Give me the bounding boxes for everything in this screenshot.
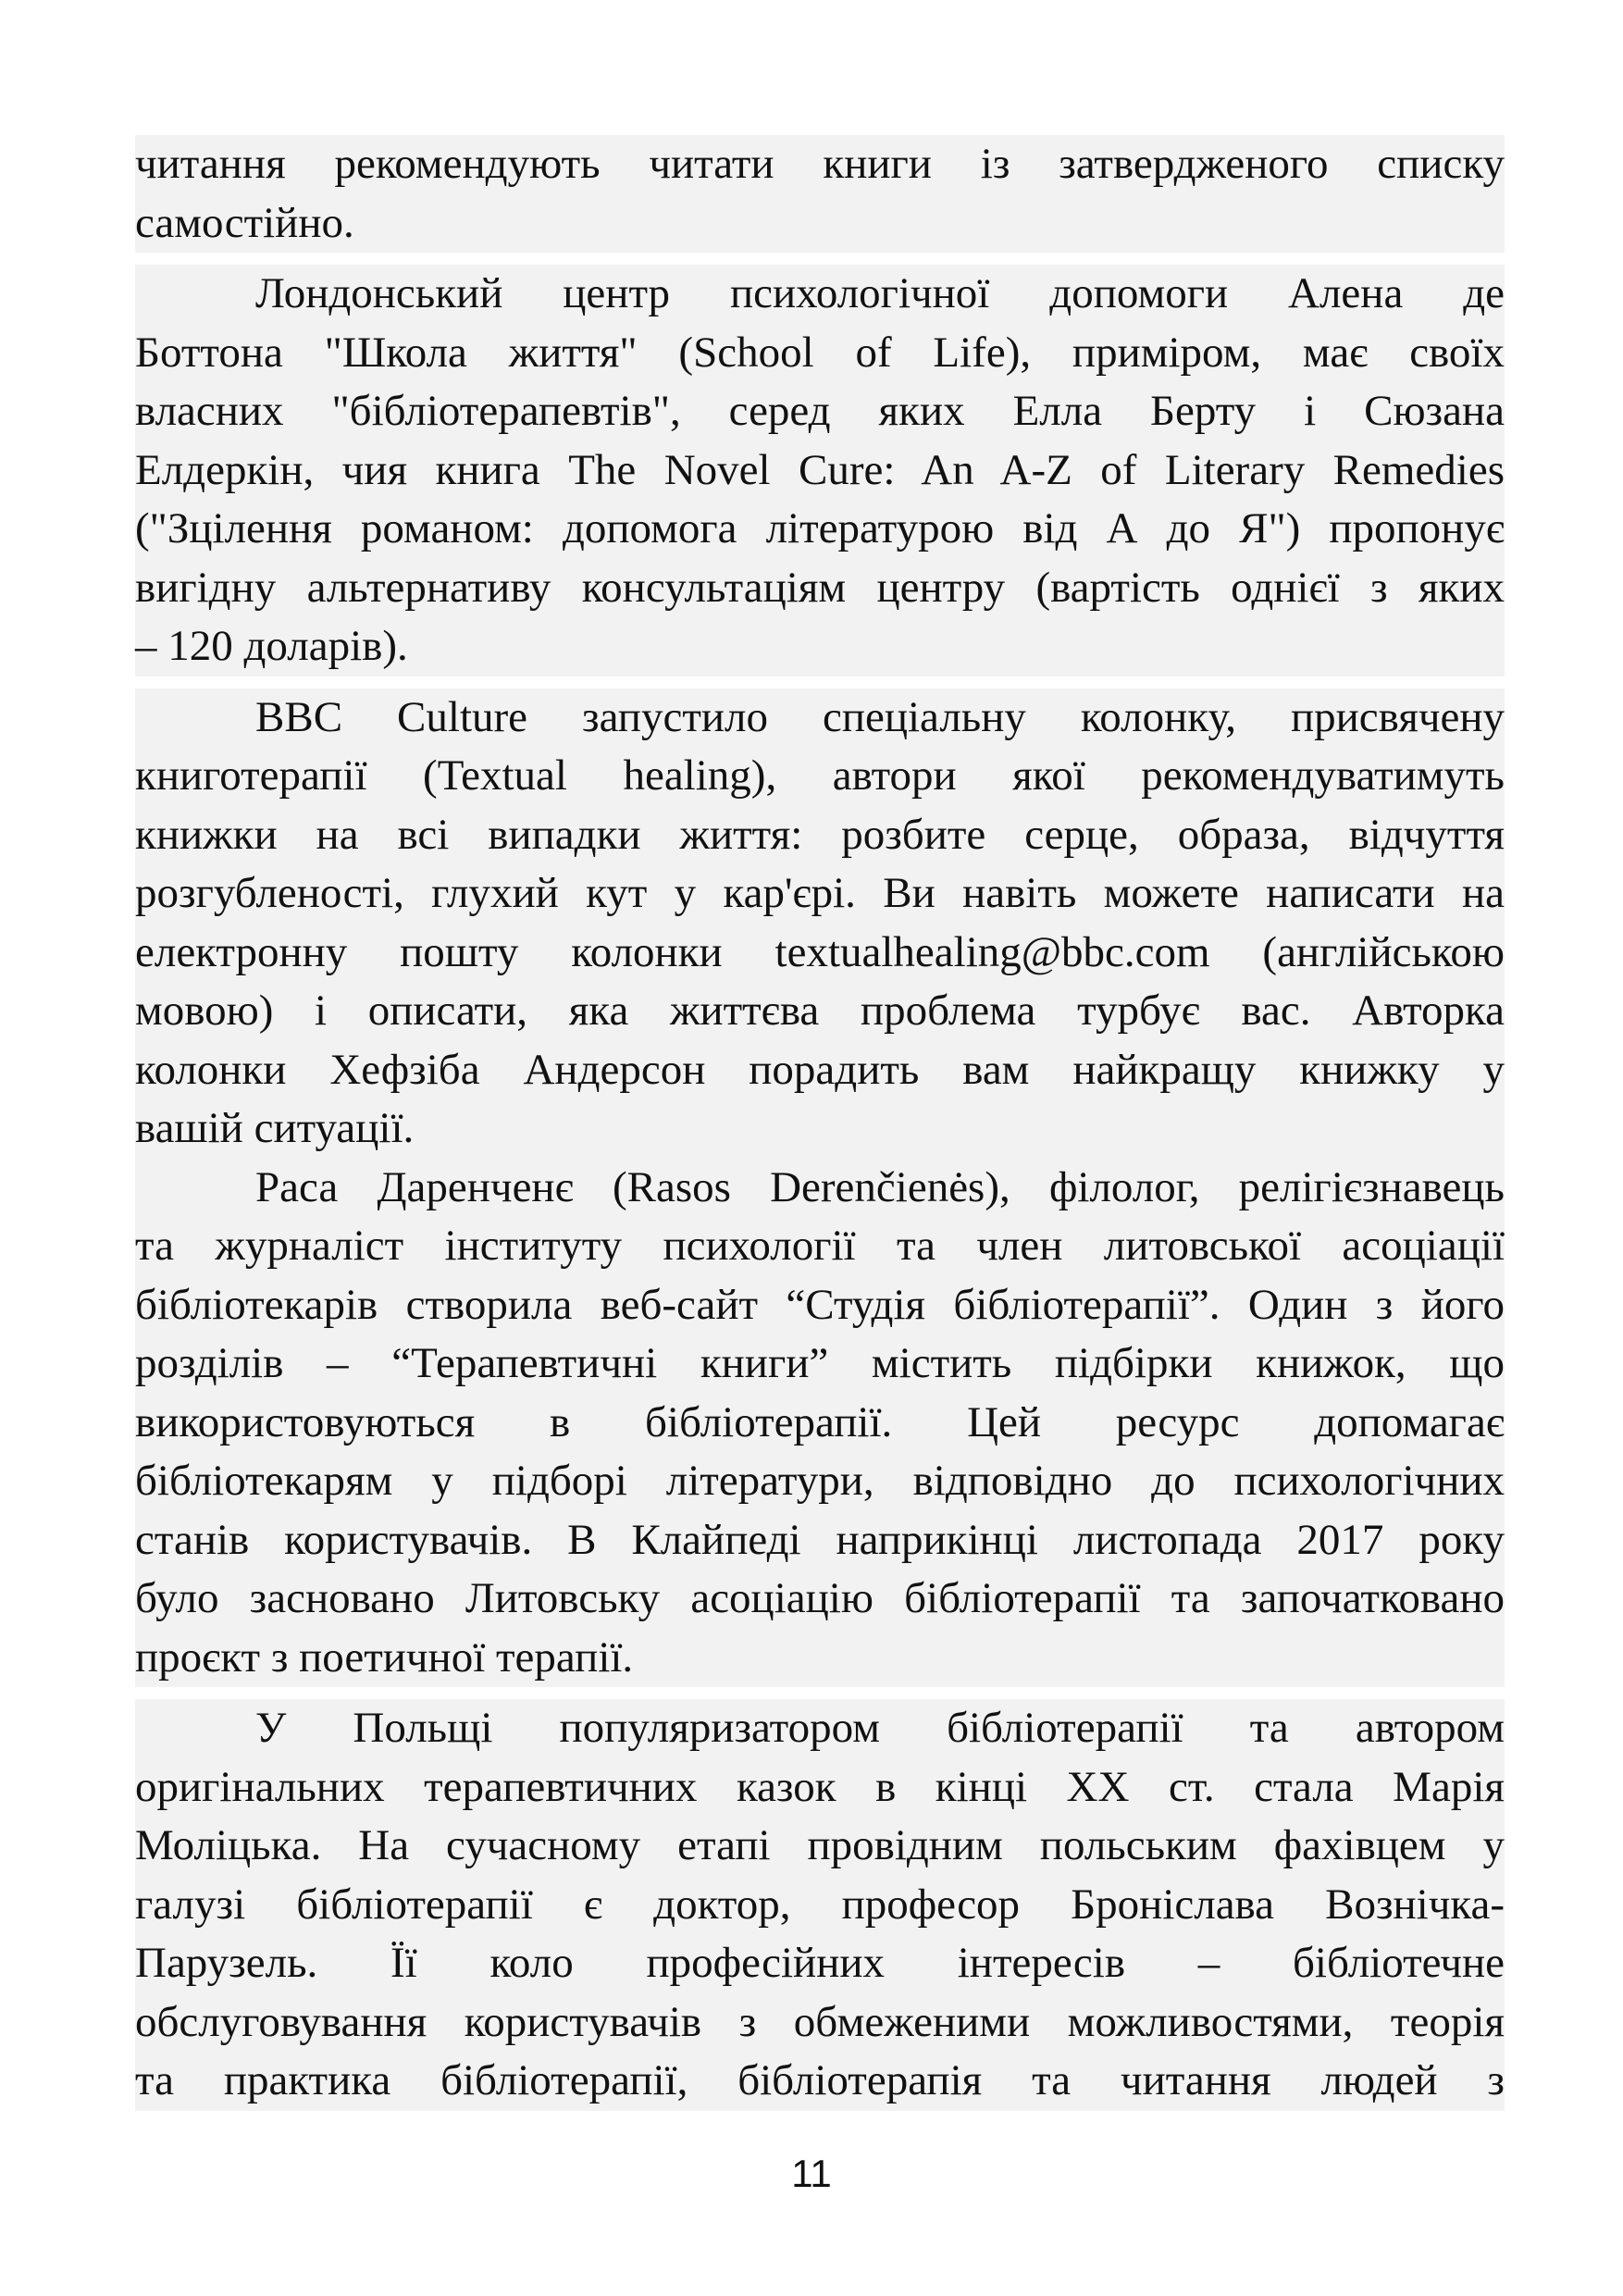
- text-line: розділів – “Терапевтичні книги” містить підбірки книжок, що: [135, 1334, 1505, 1394]
- text-line: електронну пошту колонки textualhealing@bbc.com (англійською: [135, 924, 1505, 983]
- text-line: книготерапії (Textual healing), автори якої рекомендуватимуть: [135, 747, 1505, 806]
- text-line: бібліотекарям у підборі літератури, відповідно до психологічних: [135, 1452, 1505, 1511]
- text-line: читання рекомендують читати книги із затвердженого списку: [135, 135, 1505, 194]
- text-line: проєкт з поетичної терапії.: [135, 1629, 1505, 1688]
- text-line: самостійно.: [135, 194, 1505, 254]
- text-line: та журналіст інституту психології та член литовської асоціації: [135, 1217, 1505, 1276]
- text-line: колонки Хефзіба Андерсон порадить вам найкращу книжку у: [135, 1041, 1505, 1100]
- text-line: ("Зцілення романом: допомога літературою від А до Я") пропонує: [135, 500, 1505, 559]
- paragraph: [135, 689, 1505, 1159]
- paragraph: [135, 265, 1505, 676]
- text-line: Лондонський центр психологічної допомоги Алена де: [135, 265, 1505, 324]
- text-line: обслуговування користувачів з обмеженими можливостями, теорія: [135, 1993, 1505, 2053]
- text-line: мовою) і описати, яка життєва проблема турбує вас. Авторка: [135, 982, 1505, 1041]
- text-line: Елдеркін, чия книга The Novel Cure: An A-Z of Literary Remedies: [135, 441, 1505, 501]
- text-line: галузі бібліотерапії є доктор, професор Броніслава Вознічка-: [135, 1876, 1505, 1935]
- text-line: У Польщі популяризатором бібліотерапії та автором: [135, 1699, 1505, 1758]
- text-line: розгубленості, глухий кут у кар'єрі. Ви навіть можете написати на: [135, 864, 1505, 924]
- paragraph: [135, 1699, 1505, 2111]
- text-line: власних "бібліотерапевтів", серед яких Елла Берту і Сюзана: [135, 382, 1505, 441]
- page-number: 11: [791, 2152, 832, 2195]
- text-line: Боттона "Школа життя" (School of Life), приміром, має своїх: [135, 324, 1505, 383]
- text-line: Парузель. Її коло професійних інтересів – бібліотечне: [135, 1934, 1505, 1993]
- text-line: та практика бібліотерапії, бібліотерапія та читання людей з: [135, 2052, 1505, 2111]
- text-line: книжки на всі випадки життя: розбите серце, образа, відчуття: [135, 806, 1505, 865]
- paragraph: [135, 1159, 1505, 1688]
- text-line: було засновано Литовську асоціацію бібліотерапії та започатковано: [135, 1570, 1505, 1629]
- text-line: бібліотекарів створила веб-сайт “Студія бібліотерапії”. Один з його: [135, 1276, 1505, 1335]
- text-line: вашій ситуації.: [135, 1099, 1505, 1159]
- text-line: BBC Culture запустило спеціальну колонку, присвячену: [135, 689, 1505, 748]
- text-line: Моліцька. На сучасному етапі провідним польським фахівцем у: [135, 1817, 1505, 1876]
- text-line: вигідну альтернативу консультаціям центру (вартість однієї з яких: [135, 559, 1505, 618]
- text-line: Раса Даренченє (Rasos Derenčienės), філолог, релігієзнавець: [135, 1159, 1505, 1218]
- document-body: [135, 135, 1505, 2111]
- text-line: використовуються в бібліотерапії. Цей ресурс допомагає: [135, 1394, 1505, 1453]
- text-line: – 120 доларів).: [135, 617, 1505, 676]
- paragraph: [135, 135, 1505, 253]
- text-line: оригінальних терапевтичних казок в кінці ХХ ст. стала Марія: [135, 1758, 1505, 1818]
- text-line: станів користувачів. В Клайпеді наприкінці листопада 2017 року: [135, 1511, 1505, 1570]
